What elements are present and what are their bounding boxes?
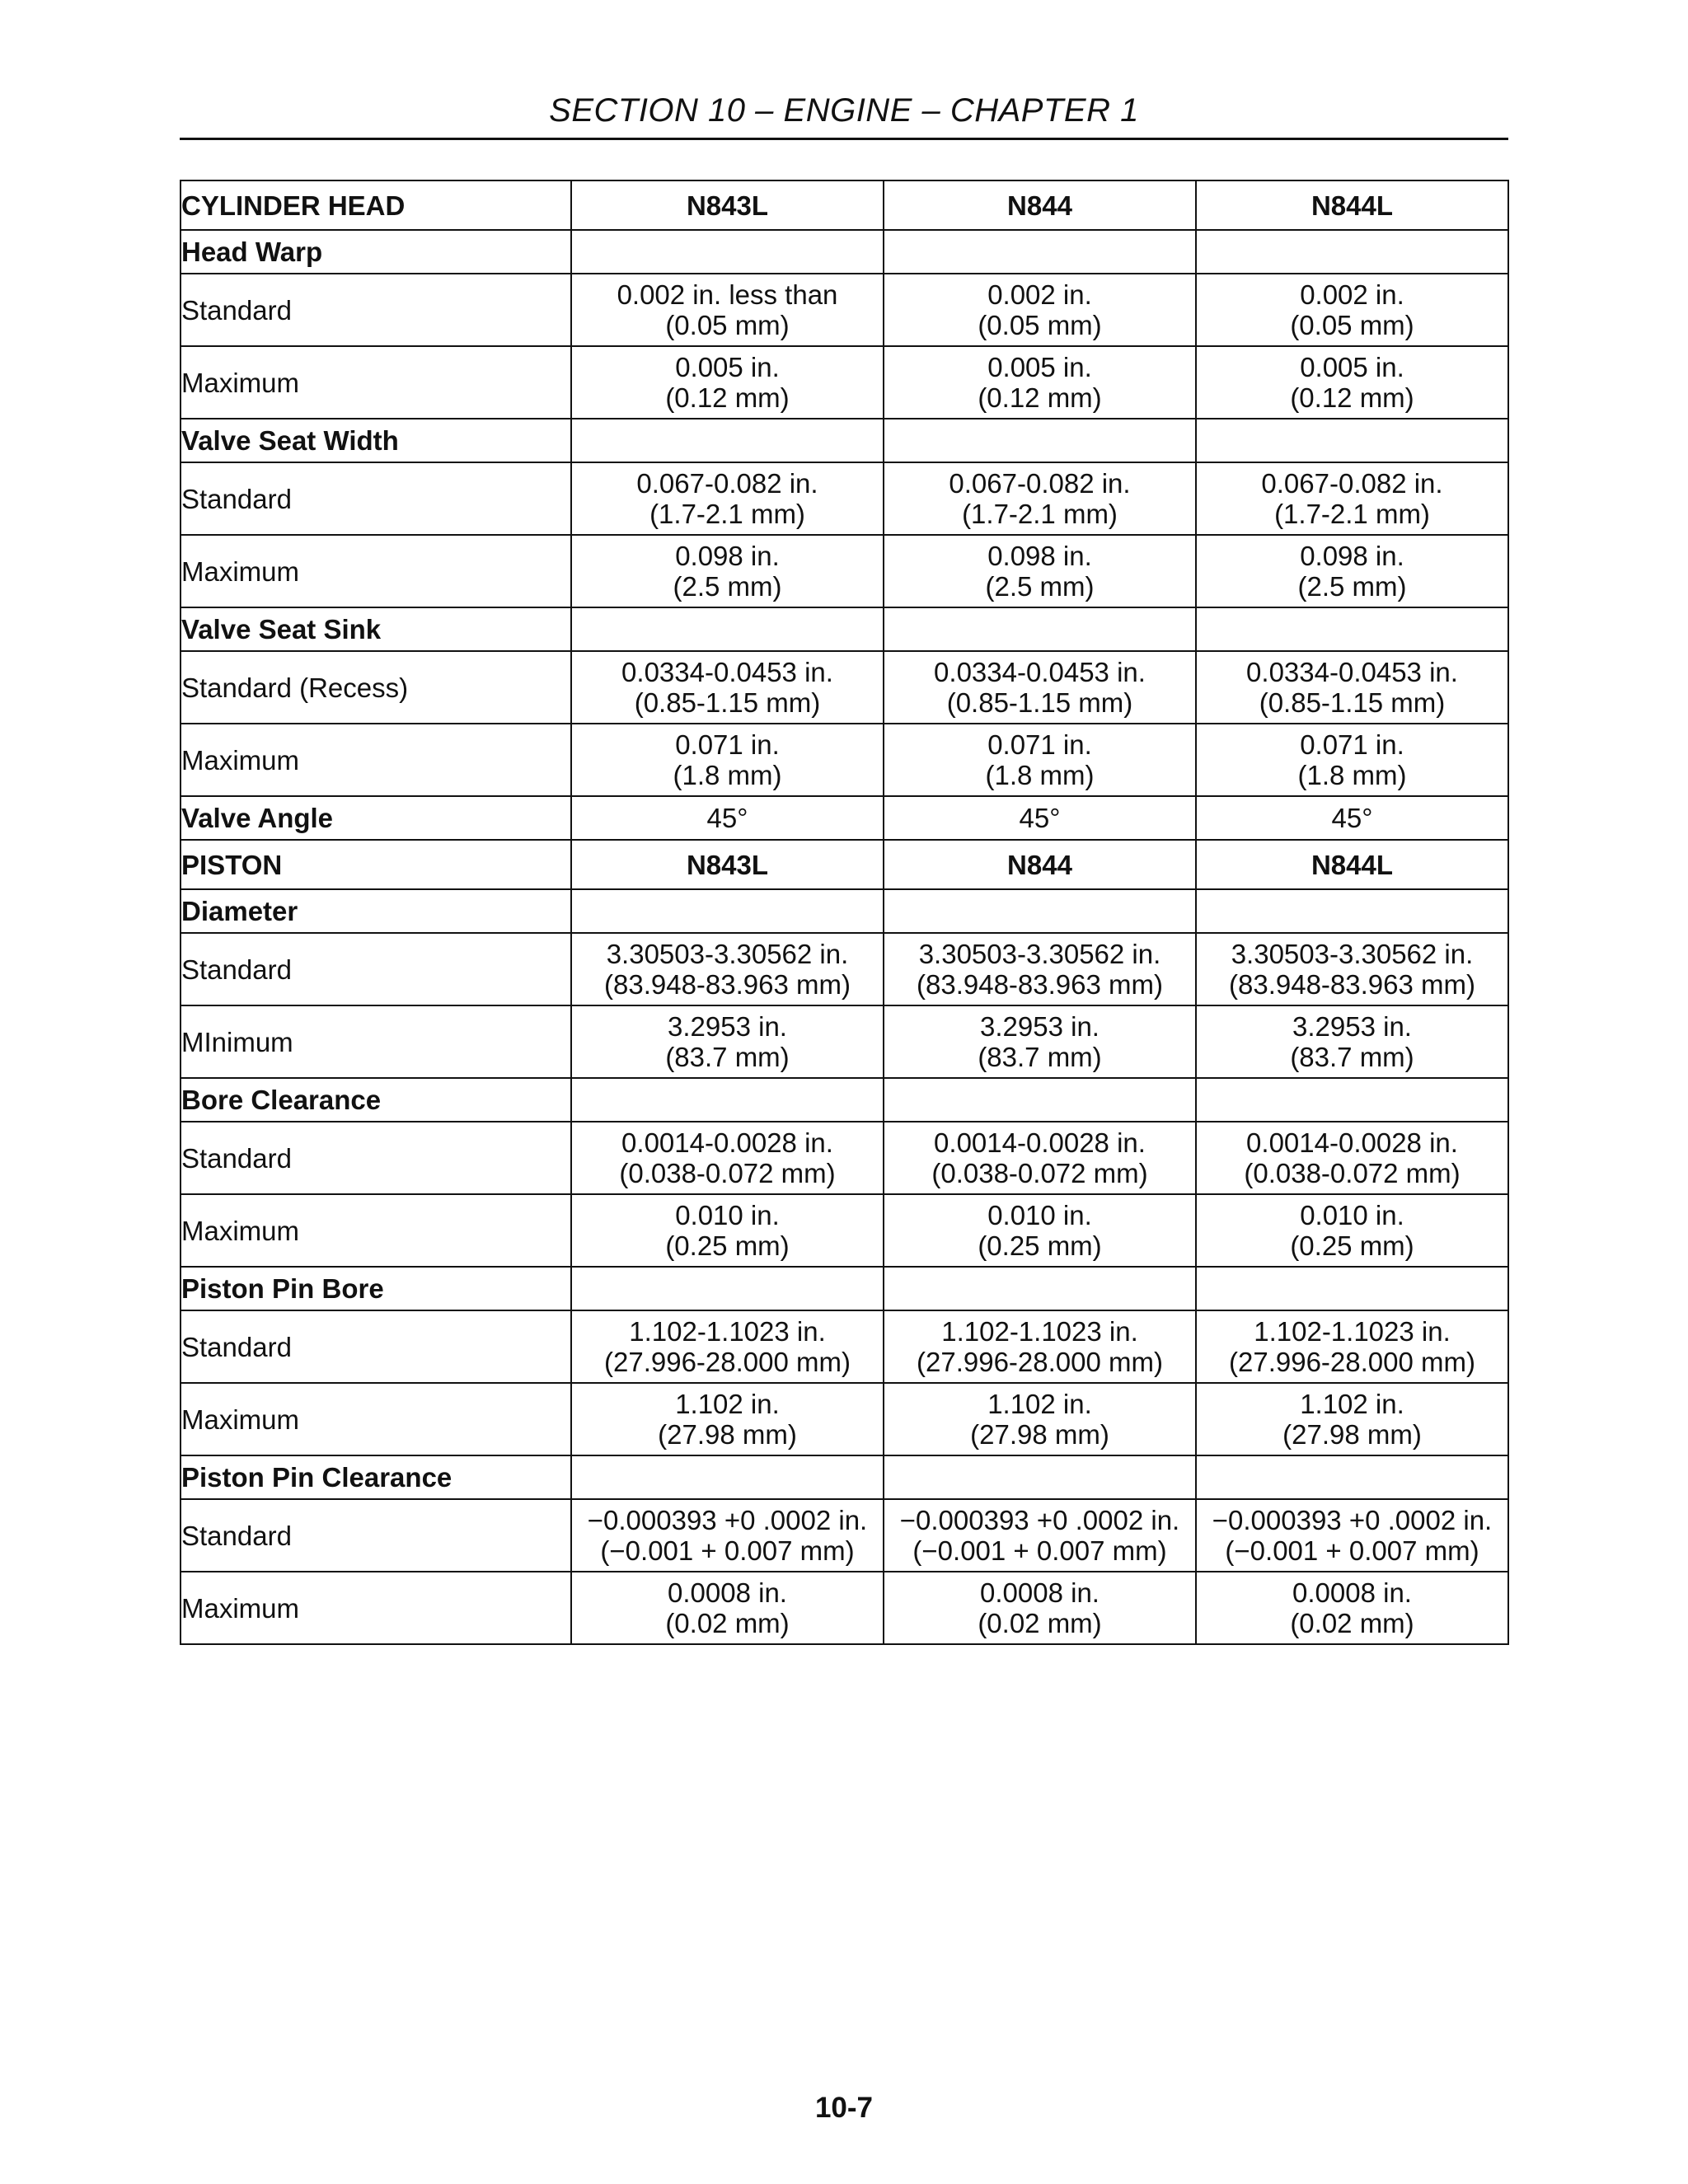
value-cell	[884, 1122, 1196, 1194]
value-cell	[1196, 651, 1508, 724]
value-inches: 1.102-1.1023 in.	[1254, 1316, 1451, 1347]
value-inches: 3.30503-3.30562 in.	[918, 939, 1161, 969]
value-cell	[1196, 535, 1508, 607]
value-millimeters: (2.5 mm)	[1297, 571, 1407, 602]
value-millimeters: (−0.001 + 0.007 mm)	[912, 1535, 1167, 1566]
value-millimeters: (83.7 mm)	[665, 1042, 790, 1072]
value-inches: 0.0008 in.	[1292, 1577, 1412, 1608]
empty-cell	[571, 1267, 884, 1310]
value-cell	[1196, 1383, 1508, 1455]
value-cell	[571, 1122, 884, 1194]
value-inches: 0.005 in.	[1300, 352, 1404, 382]
value-cell	[884, 535, 1196, 607]
empty-cell	[884, 1078, 1196, 1122]
table-row	[181, 1005, 1508, 1078]
value-inches: 3.30503-3.30562 in.	[1231, 939, 1474, 969]
row-label: Maximum	[181, 1383, 571, 1455]
table-row	[181, 274, 1508, 346]
table-row	[181, 535, 1508, 607]
page-number: 10-7	[814, 2092, 874, 2124]
value-inches: 1.102-1.1023 in.	[941, 1316, 1138, 1347]
table-row	[181, 462, 1508, 535]
value-millimeters: (0.038-0.072 mm)	[619, 1158, 836, 1188]
value-cell	[884, 1194, 1196, 1267]
value-millimeters: (27.996-28.000 mm)	[1229, 1347, 1475, 1377]
value-millimeters: (83.7 mm)	[1290, 1042, 1414, 1072]
value-inches: 3.30503-3.30562 in.	[606, 939, 849, 969]
row-label: Standard (Recess)	[181, 651, 571, 724]
table-row	[181, 1572, 1508, 1644]
row-label: Maximum	[181, 535, 571, 607]
value-inches: 0.071 in.	[987, 729, 1092, 760]
value-cell	[1196, 462, 1508, 535]
empty-cell	[884, 1455, 1196, 1499]
value-millimeters: (1.8 mm)	[1297, 760, 1407, 790]
value-inches: 1.102-1.1023 in.	[629, 1316, 826, 1347]
value-cell	[571, 1572, 884, 1644]
empty-cell	[1196, 1078, 1508, 1122]
value-millimeters: (0.85-1.15 mm)	[1259, 687, 1446, 718]
value-millimeters: (0.02 mm)	[1290, 1608, 1414, 1638]
model-column-header: N844L	[1196, 180, 1508, 230]
value-cell	[1196, 1572, 1508, 1644]
value-millimeters: (0.05 mm)	[978, 310, 1102, 340]
value-inches: 0.005 in.	[987, 352, 1092, 382]
value-millimeters: (83.948-83.963 mm)	[917, 969, 1163, 1000]
value-millimeters: (0.12 mm)	[665, 382, 790, 413]
value-cell	[571, 933, 884, 1005]
value-cell	[884, 651, 1196, 724]
value-cell	[884, 346, 1196, 419]
value-millimeters: (27.98 mm)	[658, 1419, 797, 1450]
value-inches: 0.002 in.	[1300, 279, 1404, 310]
model-column-header: N844	[884, 840, 1196, 889]
value-cell	[884, 1383, 1196, 1455]
value-inches: −0.000393 +0 .0002 in.	[899, 1505, 1180, 1535]
value-millimeters: (0.05 mm)	[1290, 310, 1414, 340]
value-cell	[1196, 274, 1508, 346]
value-inches: 0.010 in.	[675, 1200, 780, 1230]
value-cell	[571, 1005, 884, 1078]
value-inches: 0.0008 in.	[668, 1577, 787, 1608]
table-row	[181, 1310, 1508, 1383]
model-column-header: N844	[884, 180, 1196, 230]
specifications-table	[180, 180, 1509, 1645]
value-cell	[571, 724, 884, 796]
empty-cell	[884, 607, 1196, 651]
value-cell	[1196, 1005, 1508, 1078]
value-cell	[1196, 933, 1508, 1005]
value-inches: 0.067-0.082 in.	[1261, 468, 1443, 499]
group-header-row	[181, 419, 1508, 462]
empty-cell	[571, 607, 884, 651]
value-inches: 0.002 in.	[987, 279, 1092, 310]
value-cell	[884, 274, 1196, 346]
value-inches: 0.0334-0.0453 in.	[934, 657, 1146, 687]
empty-cell	[571, 1455, 884, 1499]
value-cell	[1196, 1122, 1508, 1194]
row-label: Standard	[181, 1122, 571, 1194]
row-heading: Piston Pin Clearance	[181, 1455, 571, 1499]
value-cell	[571, 1383, 884, 1455]
value-cell: 45°	[1196, 796, 1508, 840]
value-millimeters: (1.7-2.1 mm)	[1274, 499, 1430, 529]
value-millimeters: (0.02 mm)	[978, 1608, 1102, 1638]
table-row	[181, 724, 1508, 796]
value-inches: 0.0014-0.0028 in.	[621, 1127, 833, 1158]
row-label: Maximum	[181, 346, 571, 419]
empty-cell	[884, 889, 1196, 933]
value-cell	[571, 1310, 884, 1383]
table-row	[181, 1122, 1508, 1194]
empty-cell	[571, 889, 884, 933]
value-inches: 0.067-0.082 in.	[636, 468, 818, 499]
value-inches: −0.000393 +0 .0002 in.	[1212, 1505, 1493, 1535]
value-inches: 0.005 in.	[675, 352, 780, 382]
table-row	[181, 796, 1508, 840]
value-millimeters: (0.038-0.072 mm)	[931, 1158, 1148, 1188]
value-millimeters: (83.948-83.963 mm)	[1229, 969, 1475, 1000]
value-inches: 0.010 in.	[1300, 1200, 1404, 1230]
value-millimeters: (83.7 mm)	[978, 1042, 1102, 1072]
table-row	[181, 1499, 1508, 1572]
row-label: Standard	[181, 933, 571, 1005]
row-heading: Head Warp	[181, 230, 571, 274]
value-millimeters: (0.25 mm)	[978, 1230, 1102, 1261]
empty-cell	[1196, 1267, 1508, 1310]
empty-cell	[884, 1267, 1196, 1310]
group-header-row	[181, 889, 1508, 933]
value-millimeters: (1.7-2.1 mm)	[649, 499, 805, 529]
value-millimeters: (83.948-83.963 mm)	[604, 969, 851, 1000]
page-header-title: SECTION 10 – ENGINE – CHAPTER 1	[549, 92, 1139, 129]
value-millimeters: (27.996-28.000 mm)	[604, 1347, 851, 1377]
row-heading: Piston Pin Bore	[181, 1267, 571, 1310]
value-inches: 0.098 in.	[1300, 541, 1404, 571]
value-cell	[884, 462, 1196, 535]
section-header-row	[181, 180, 1508, 230]
empty-cell	[1196, 607, 1508, 651]
value-cell	[1196, 1310, 1508, 1383]
value-inches: 0.098 in.	[987, 541, 1092, 571]
table-row	[181, 1383, 1508, 1455]
value-cell	[884, 933, 1196, 1005]
value-inches: 0.0014-0.0028 in.	[1246, 1127, 1458, 1158]
value-millimeters: (1.8 mm)	[985, 760, 1095, 790]
empty-cell	[571, 1078, 884, 1122]
value-millimeters: (−0.001 + 0.007 mm)	[1225, 1535, 1479, 1566]
value-millimeters: (2.5 mm)	[673, 571, 782, 602]
row-label: Maximum	[181, 1194, 571, 1267]
table-row	[181, 933, 1508, 1005]
group-header-row	[181, 1078, 1508, 1122]
empty-cell	[571, 419, 884, 462]
empty-cell	[884, 230, 1196, 274]
empty-cell	[884, 419, 1196, 462]
value-inches: 1.102 in.	[1300, 1389, 1404, 1419]
row-heading: Valve Seat Width	[181, 419, 571, 462]
value-millimeters: (0.12 mm)	[1290, 382, 1414, 413]
empty-cell	[1196, 1455, 1508, 1499]
row-label: Maximum	[181, 1572, 571, 1644]
value-millimeters: (0.85-1.15 mm)	[634, 687, 821, 718]
value-inches: 1.102 in.	[987, 1389, 1092, 1419]
table-row	[181, 346, 1508, 419]
value-inches: −0.000393 +0 .0002 in.	[587, 1505, 868, 1535]
table-row	[181, 651, 1508, 724]
value-millimeters: (1.7-2.1 mm)	[962, 499, 1118, 529]
value-millimeters: (27.996-28.000 mm)	[917, 1347, 1163, 1377]
value-millimeters: (0.05 mm)	[665, 310, 790, 340]
group-header-row	[181, 607, 1508, 651]
specifications-table-body	[181, 180, 1508, 1644]
value-millimeters: (2.5 mm)	[985, 571, 1095, 602]
empty-cell	[1196, 889, 1508, 933]
value-millimeters: (0.12 mm)	[978, 382, 1102, 413]
value-inches: 3.2953 in.	[1292, 1011, 1412, 1042]
value-inches: 0.071 in.	[1300, 729, 1404, 760]
empty-cell	[571, 230, 884, 274]
row-heading: PISTON	[181, 840, 571, 889]
value-cell	[571, 274, 884, 346]
value-inches: 0.0008 in.	[980, 1577, 1100, 1608]
value-cell	[1196, 1499, 1508, 1572]
row-heading: Diameter	[181, 889, 571, 933]
value-cell	[884, 1310, 1196, 1383]
value-millimeters: (27.98 mm)	[1282, 1419, 1422, 1450]
value-cell	[1196, 346, 1508, 419]
value-cell	[884, 1499, 1196, 1572]
value-inches: 0.067-0.082 in.	[949, 468, 1131, 499]
section-header-row	[181, 840, 1508, 889]
value-inches: 1.102 in.	[675, 1389, 780, 1419]
value-millimeters: (−0.001 + 0.007 mm)	[600, 1535, 855, 1566]
value-inches: 3.2953 in.	[980, 1011, 1100, 1042]
value-millimeters: (0.85-1.15 mm)	[946, 687, 1133, 718]
value-millimeters: (27.98 mm)	[970, 1419, 1109, 1450]
value-millimeters: (0.25 mm)	[665, 1230, 790, 1261]
value-inches: 0.0014-0.0028 in.	[934, 1127, 1146, 1158]
value-inches: 0.010 in.	[987, 1200, 1092, 1230]
row-label: Maximum	[181, 724, 571, 796]
model-column-header: N844L	[1196, 840, 1508, 889]
value-cell	[1196, 1194, 1508, 1267]
value-millimeters: (0.02 mm)	[665, 1608, 790, 1638]
header-rule	[180, 138, 1508, 140]
value-cell: 45°	[884, 796, 1196, 840]
group-header-row	[181, 1267, 1508, 1310]
value-inches: 0.071 in.	[675, 729, 780, 760]
value-inches: 3.2953 in.	[668, 1011, 787, 1042]
value-cell	[571, 346, 884, 419]
row-label: Standard	[181, 462, 571, 535]
row-label: Standard	[181, 1310, 571, 1383]
table-row	[181, 1194, 1508, 1267]
value-cell	[571, 1499, 884, 1572]
value-cell	[884, 724, 1196, 796]
row-label: Standard	[181, 1499, 571, 1572]
model-column-header: N843L	[571, 180, 884, 230]
value-cell	[571, 1194, 884, 1267]
value-cell	[884, 1572, 1196, 1644]
value-millimeters: (0.038-0.072 mm)	[1244, 1158, 1461, 1188]
group-header-row	[181, 1455, 1508, 1499]
value-millimeters: (0.25 mm)	[1290, 1230, 1414, 1261]
row-heading: Valve Angle	[181, 796, 571, 840]
value-inches: 0.098 in.	[675, 541, 780, 571]
group-header-row	[181, 230, 1508, 274]
value-inches: 0.0334-0.0453 in.	[621, 657, 833, 687]
value-cell	[571, 535, 884, 607]
row-heading: Bore Clearance	[181, 1078, 571, 1122]
model-column-header: N843L	[571, 840, 884, 889]
row-label: MInimum	[181, 1005, 571, 1078]
empty-cell	[1196, 230, 1508, 274]
value-cell: 45°	[571, 796, 884, 840]
value-inches: 0.002 in. less than	[617, 279, 838, 310]
row-heading: Valve Seat Sink	[181, 607, 571, 651]
value-cell	[571, 651, 884, 724]
row-label: Standard	[181, 274, 571, 346]
value-inches: 0.0334-0.0453 in.	[1246, 657, 1458, 687]
row-heading: CYLINDER HEAD	[181, 180, 571, 230]
value-cell	[884, 1005, 1196, 1078]
empty-cell	[1196, 419, 1508, 462]
value-cell	[1196, 724, 1508, 796]
value-cell	[571, 462, 884, 535]
value-millimeters: (1.8 mm)	[673, 760, 782, 790]
